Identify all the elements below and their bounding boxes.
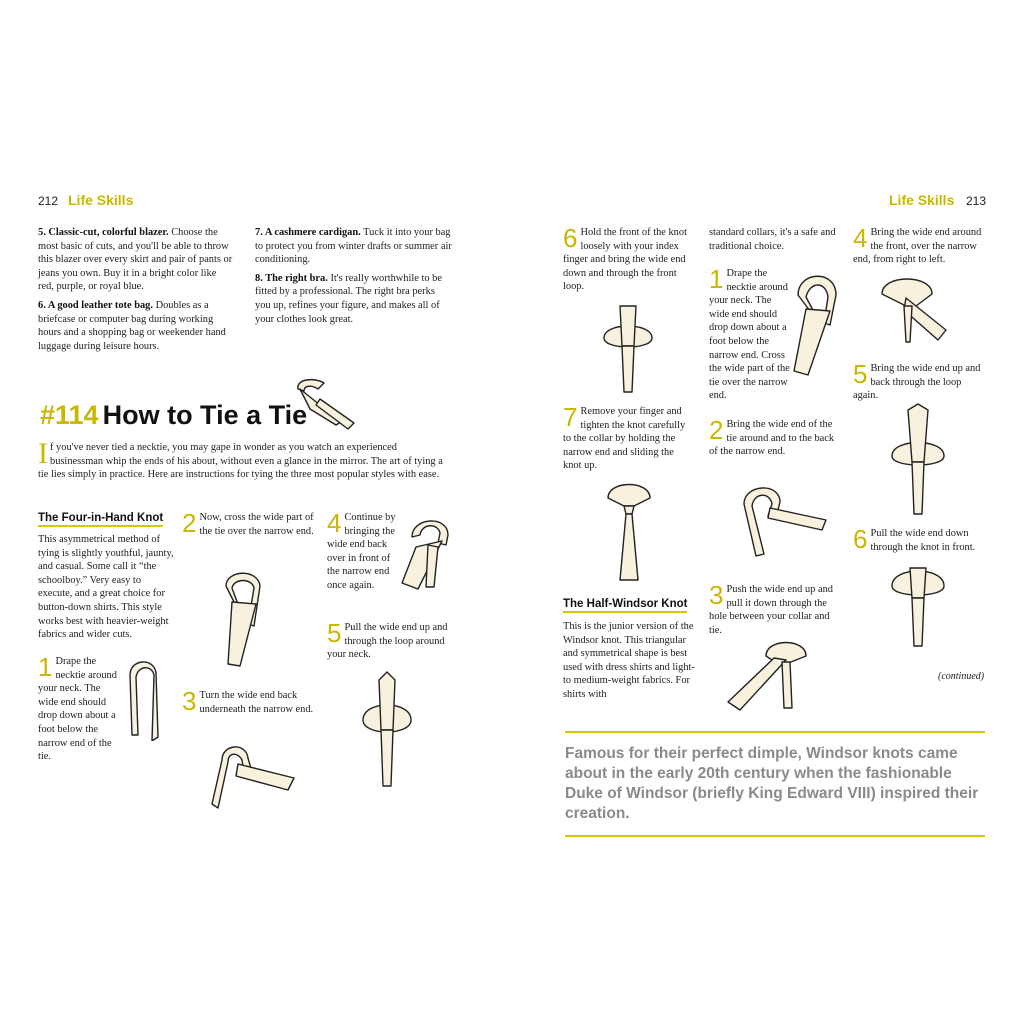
hw-step-4: 4 Bring the wide end around the front, over the narrow end, from right to left. (853, 223, 982, 266)
fih-step-7-tie (604, 476, 654, 584)
pull-quote-top-rule (565, 731, 985, 733)
hw-step-4-tie (876, 270, 948, 346)
intro-paragraph: If you've never tied a necktie, you may gape in wonder as you watch an experienced businessman whip the ends of his about, without even a glance in the mirror. The art of tying a tie lies simply in practice. Here are instructions for tying the three most popular styles with ease. (38, 437, 443, 481)
left-running-head: Life Skills (68, 192, 134, 208)
hw-step-2: 2 Bring the wide end of the tie around and to the back of the narrow end. (709, 415, 835, 458)
fih-step-3-tie (208, 738, 298, 814)
fih-step-4: 4 Continue by bringing the wide end back over in front of the narrow end once again. (327, 508, 396, 591)
article-number: #114 (40, 400, 99, 430)
right-running-head: Life Skills (889, 192, 955, 208)
right-page-number: 213 (966, 194, 987, 208)
left-column-b (255, 226, 453, 326)
fih-step-3: 3 Turn the wide end back underneath the narrow end. (182, 686, 314, 716)
fih-step-7: 7 Remove your finger and tighten the knot carefully to the collar by holding the narrow end and sliding the knot up. (563, 402, 686, 472)
fih-step-1: 1 Drape the necktie around your neck. The wide end should drop down about a foot below the narrow end of the tie. (38, 652, 117, 763)
fih-step-1-tie (124, 655, 174, 741)
hw-step-3: 3 Push the wide end up and pull it down through the hole between your collar and tie. (709, 580, 833, 636)
hw-step-5-tie (886, 402, 950, 518)
half-windsor-intro-cont: standard collars, it's a safe and traditional choice. (709, 227, 836, 252)
half-windsor-heading: The Half-Windsor Knot (563, 598, 687, 613)
fih-step-5-tie (355, 670, 419, 792)
four-in-hand-intro: This asymmetrical method of tying is slightly youthful, jaunty, and casual. Some call it “the schoolboy.” Very easy to execute, and a great choice for button-down shirts. This style works best with heavier-weight fabrics and wider cuts. (38, 534, 174, 641)
item-6: 6. A good leather tote bag. Doubles as a briefcase or computer bag during working hours and a shopping bag or weekender hand luggage during leisure hours. (38, 299, 226, 352)
hw-step-2-tie (736, 478, 828, 558)
pull-quote-bottom-rule (565, 835, 985, 837)
hw-step-6: 6 Pull the wide end down through the knot in front. (853, 524, 976, 554)
fih-step-4-tie (398, 511, 462, 591)
fih-step-5: 5 Pull the wide end up and through the loop around your neck. (327, 618, 448, 661)
item-8: 8. The right bra. It's really worthwhile to be fitted by a professional. The right bra perks you up, refines your figure, and makes all of your clothes look great. (255, 272, 442, 325)
half-windsor-intro: This is the junior version of the Windsor knot. This triangular and symmetrical shape is best used with dress shirts and light- to medium-weight fabrics. For shirts with (563, 621, 695, 700)
hw-step-1: 1 Drape the necktie around your neck. The wide end should drop down about a foot below the narrow end. Cross the wide part of the tie over the narrow end. (709, 264, 790, 402)
hw-step-1-tie (788, 265, 846, 379)
article-heading: How to Tie a Tie (102, 400, 308, 430)
item-7: 7. A cashmere cardigan. Tuck it into your bag to protect you from winter drafts or summer air conditioning. (255, 227, 452, 266)
fih-step-6: 6 Hold the front of the knot loosely with your index finger and bring the wide end down and through the front loop. (563, 223, 687, 293)
fih-step-2: 2 Now, cross the wide part of the tie over the narrow end. (182, 508, 314, 538)
hw-step-5: 5 Bring the wide end up and back through the loop again. (853, 359, 981, 402)
four-in-hand-heading: The Four-in-Hand Knot (38, 512, 163, 527)
item-5: 5. Classic-cut, colorful blazer. Choose the most basic of cuts, and you'll be able to throw this blazer over every skirt and pair of pants or jeans you own. Buy it in a bright color like red, purple, or royal blue. (38, 227, 233, 293)
fih-step-2-tie (218, 566, 274, 670)
hw-step-6-tie (886, 562, 950, 650)
article-title (40, 400, 307, 431)
left-page-number: 212 (38, 194, 59, 208)
hw-step-3-tie (726, 632, 816, 712)
fih-step-6-tie (598, 302, 658, 394)
intro-dropcap: I (38, 437, 48, 470)
pull-quote: Famous for their perfect dimple, Windsor knots came about in the early 20th century when the fashionable Duke of Windsor (briefly King Edward VIII) inspired their creation. (565, 745, 979, 822)
left-column-a (38, 226, 233, 353)
continued-note: (continued) (938, 671, 985, 682)
